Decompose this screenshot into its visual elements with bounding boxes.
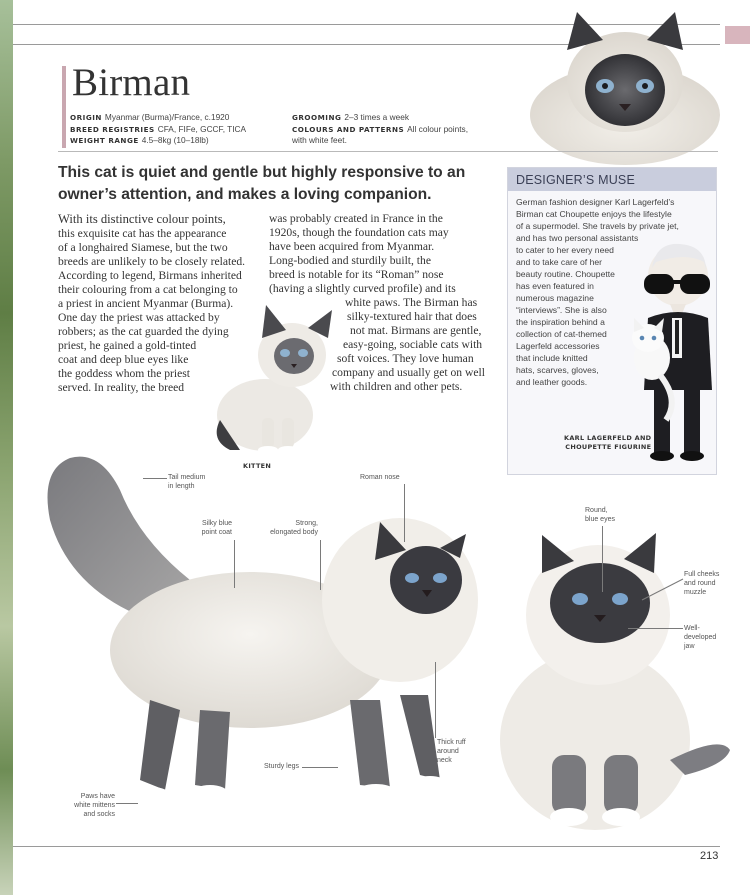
body-line: soft voices. They love human xyxy=(337,352,474,365)
leader-line xyxy=(628,628,683,629)
body-line: robbers; as the cat guarded the dying xyxy=(58,325,229,338)
annotation-line: developed xyxy=(684,634,717,641)
annotation-line: Silky blue xyxy=(202,520,232,527)
annotation-line: Full cheeks xyxy=(684,571,720,578)
sidebar-line: and to take care of her xyxy=(516,257,602,267)
leader-line xyxy=(404,484,405,542)
leader-line xyxy=(234,540,235,588)
stat-label: ORIGIN xyxy=(70,113,102,122)
body-line: was probably created in France in the xyxy=(269,212,443,225)
annotation-line: and round xyxy=(684,580,716,587)
stat-value: CFA, FIFe, GCCF, TICA xyxy=(157,123,247,134)
designers-muse-box xyxy=(507,167,717,475)
annotation-line: Tail medium xyxy=(168,474,206,481)
annotation-line: Paws have xyxy=(80,793,115,800)
title-accent-bar xyxy=(62,66,66,148)
body-line: One day the priest was attacked by xyxy=(58,311,220,324)
annotation-body xyxy=(262,519,318,537)
stat-label: COLOURS AND PATTERNS xyxy=(292,124,405,134)
annotation-line: Sturdy legs xyxy=(264,763,300,770)
sidebar-line: hats, scarves, gloves, xyxy=(516,365,599,375)
stat-grooming xyxy=(292,112,468,124)
leader-line xyxy=(116,803,138,804)
body-line: white paws. The Birman has xyxy=(345,296,478,309)
stat-label: WEIGHT RANGE xyxy=(70,136,139,145)
annotation-line: Thick ruff xyxy=(437,739,466,746)
leader-line-cheeks xyxy=(640,578,684,602)
annotation-line: Round, xyxy=(585,507,608,514)
annotation-line: in length xyxy=(168,483,195,490)
annotation-paws xyxy=(67,792,115,819)
body-line: with children and other pets. xyxy=(330,380,463,393)
body-line: breeds are unlikely to be closely related. xyxy=(58,255,246,268)
leader-line xyxy=(435,662,436,738)
sidebar-line: Birman cat Choupette enjoys the lifestyle xyxy=(516,209,672,219)
sidebar-line: German fashion designer Karl Lagerfeld’s xyxy=(516,197,675,207)
sidebar-title: DESIGNER’S MUSE xyxy=(516,173,635,187)
body-line: not mat. Birmans are gentle, xyxy=(350,324,482,337)
footer-rule xyxy=(13,846,720,847)
intro-text: This cat is quiet and gentle but highly responsive to an owner’s attention, and makes a loving companion. xyxy=(58,164,466,203)
annotation-line: neck xyxy=(437,757,452,764)
body-line: silky-textured hair that does xyxy=(347,310,477,323)
body-line: a priest in ancient Myanmar (Burma). xyxy=(58,297,234,310)
sidebar-line: of a supermodel. She travels by private jet, xyxy=(516,221,679,231)
sidebar-line: that include knitted xyxy=(516,353,588,363)
body-line: breed is notable for its “Roman” nose xyxy=(269,268,444,281)
body-line: served. In reality, the breed xyxy=(58,381,185,394)
leader-line xyxy=(320,540,321,590)
body-line: With its distinctive colour points, xyxy=(58,212,226,226)
sidebar-line: Lagerfeld accessories xyxy=(516,341,600,351)
body-line: their colouring from a cat belonging to xyxy=(58,283,238,296)
annotation-line: point coat xyxy=(201,529,232,536)
page-number: 213 xyxy=(700,850,719,862)
body-line: company and usually get on well xyxy=(332,366,485,379)
standing-cat-image xyxy=(30,450,490,810)
sidebar-line: “interviews”. She is also xyxy=(516,305,607,315)
stat-colours xyxy=(292,124,468,136)
annotation-line: elongated body xyxy=(270,529,318,536)
caption-line: KARL LAGERFELD AND xyxy=(564,434,652,442)
stat-value: 4.5–8kg (10–18lb) xyxy=(141,135,209,145)
annotation-line: Well- xyxy=(684,625,700,632)
annotation-line: jaw xyxy=(684,643,695,650)
body-line: of a longhaired Siamese, but the two xyxy=(58,241,228,254)
annotation-jaw xyxy=(684,624,716,651)
body-line: According to legend, Birmans inherited xyxy=(58,269,242,282)
sidebar-line: has even featured in xyxy=(516,281,594,291)
body-line: (having a slightly curved profile) and its xyxy=(269,282,456,295)
stat-label: BREED REGISTRIES xyxy=(70,124,155,134)
stat-weight xyxy=(70,135,246,147)
annotation-line: muzzle xyxy=(684,589,707,596)
stat-origin xyxy=(70,112,246,124)
stats-right xyxy=(292,112,468,147)
caption-line: CHOUPETTE FIGURINE xyxy=(565,443,652,451)
annotation-tail xyxy=(168,473,205,491)
body-line: 1920s, though the foundation cats may xyxy=(269,226,449,239)
body-line: coat and deep blue eyes like xyxy=(58,353,189,366)
annotation-ruff xyxy=(437,738,466,765)
sidebar-line: to cater to her every need xyxy=(516,245,614,255)
sidebar-header xyxy=(508,168,716,191)
leader-line xyxy=(143,478,167,479)
sidebar-line: the inspiration behind a xyxy=(516,317,605,327)
stats-left xyxy=(70,112,246,147)
stat-value: Myanmar (Burma)/France, c.1920 xyxy=(104,112,230,122)
header-rule xyxy=(58,151,718,152)
section-tab xyxy=(725,26,750,44)
left-edge-photo-strip xyxy=(0,0,13,895)
stat-value: 2–3 times a week xyxy=(344,112,409,122)
annotation-line: Strong, xyxy=(295,520,318,527)
annotation-line: Roman nose xyxy=(360,474,400,481)
body-line: Long-bodied and sturdily built, the xyxy=(269,254,431,267)
stat-value: All colour points, xyxy=(407,123,469,134)
leader-line xyxy=(302,767,338,768)
sidebar-line: collection of cat-themed xyxy=(516,329,607,339)
stat-label: GROOMING xyxy=(292,113,342,122)
annotation-cheeks xyxy=(684,570,719,597)
sidebar-line: numerous magazine xyxy=(516,293,594,303)
annotation-eyes xyxy=(585,506,615,524)
annotation-line: and socks xyxy=(83,811,115,818)
annotation-line: around xyxy=(437,748,459,755)
sidebar-line: and has two personal assistants xyxy=(516,233,639,243)
body-line: the goddess whom the priest xyxy=(58,367,191,380)
annotation-line: white mittens xyxy=(74,802,115,809)
stat-colours-cont: with white feet. xyxy=(292,135,347,145)
body-line: have been acquired from Myanmar. xyxy=(269,240,435,253)
body-line: easy-going, sociable cats with xyxy=(343,338,483,351)
breed-title: Birman xyxy=(72,61,191,104)
annotation-coat xyxy=(198,519,232,537)
kitten-caption: KITTEN xyxy=(243,462,272,470)
annotation-nose xyxy=(360,473,400,482)
cat-portrait-top xyxy=(525,10,720,152)
figurine-caption xyxy=(564,434,651,452)
annotation-line: blue eyes xyxy=(585,516,615,523)
annotation-legs xyxy=(264,762,299,771)
leader-line xyxy=(602,526,603,592)
sidebar-line: and leather goods. xyxy=(516,377,588,387)
kitten-image xyxy=(200,300,340,460)
stat-registries xyxy=(70,124,246,136)
body-line: this exquisite cat has the appearance xyxy=(58,227,227,240)
body-line: priest, he gained a gold-tinted xyxy=(58,339,197,352)
sidebar-line: beauty routine. Choupette xyxy=(516,269,615,279)
